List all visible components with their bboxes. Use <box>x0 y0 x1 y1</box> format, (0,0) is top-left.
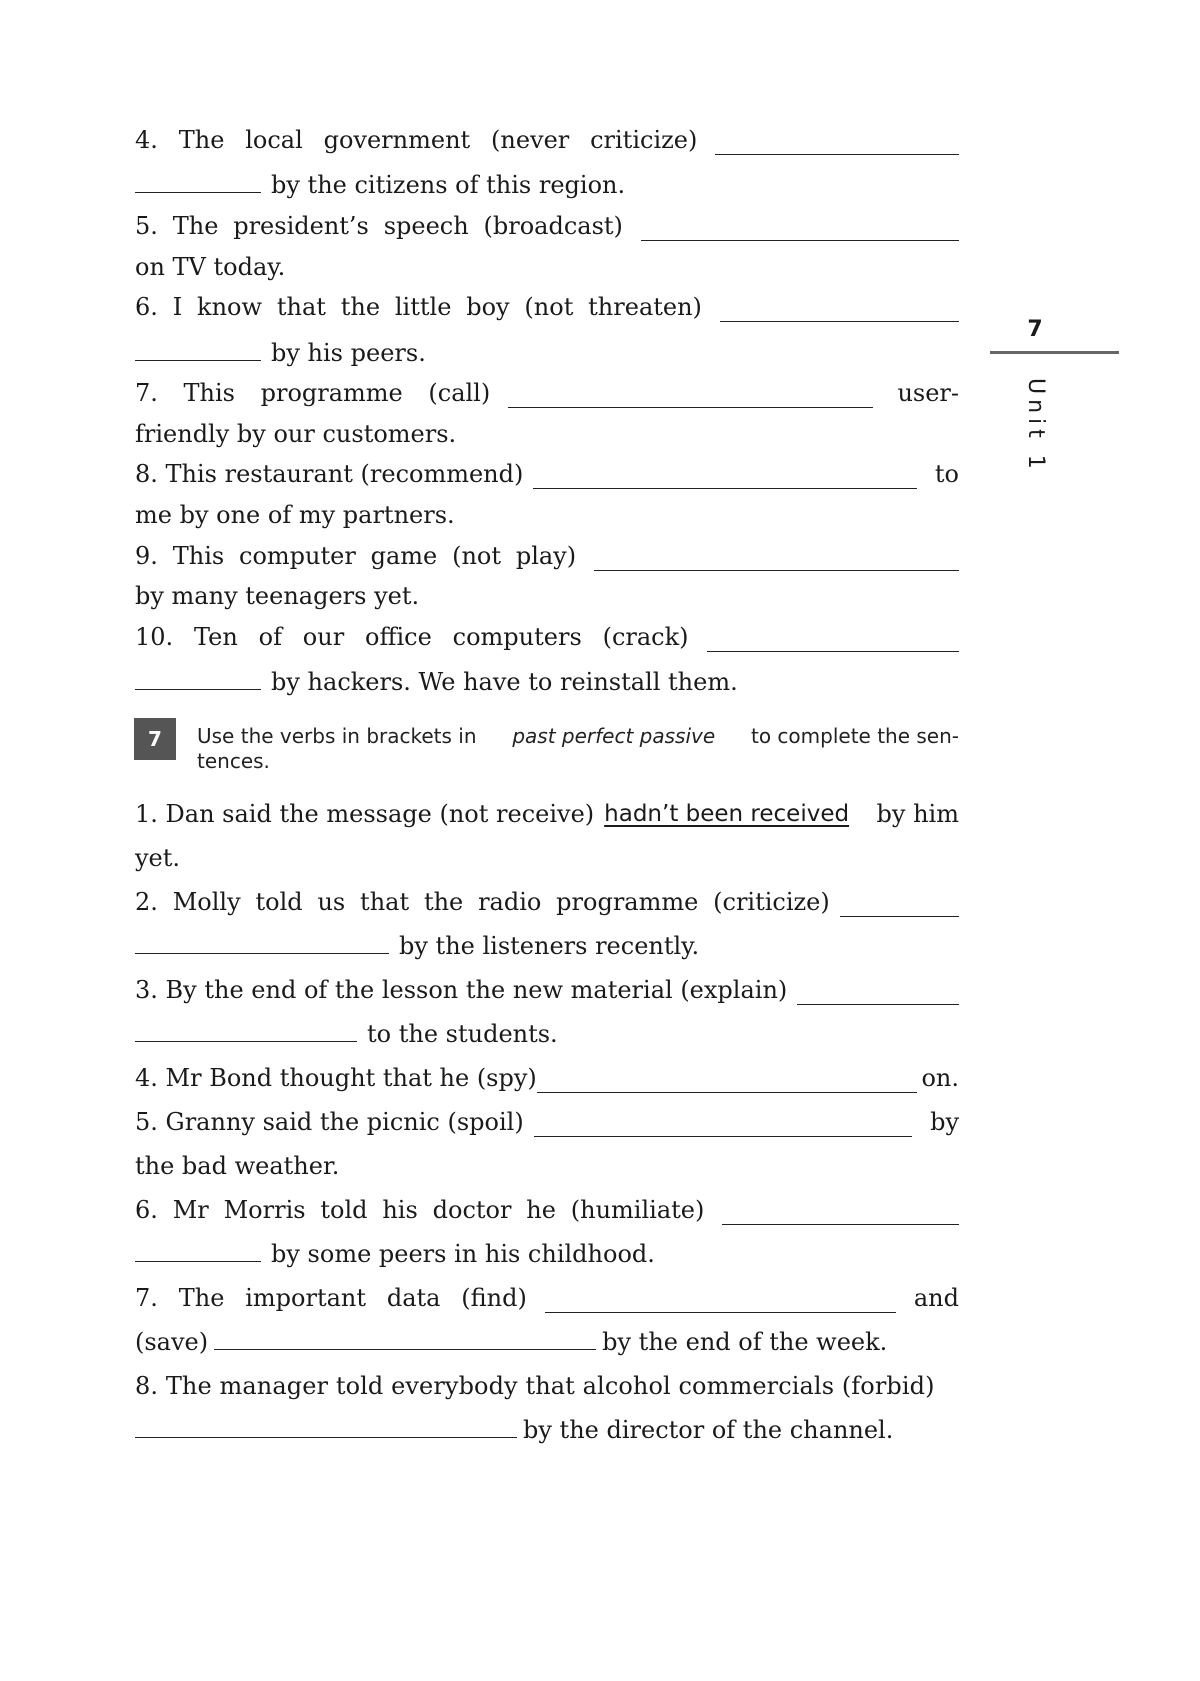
ex6-item-4-rest: by the citizens of this region. <box>271 171 626 199</box>
ex7-item-2-blank2[interactable] <box>135 931 389 954</box>
ex7-item-4-end: on. <box>921 1064 959 1092</box>
ex7-item-2-line1 <box>135 887 959 917</box>
instructions-pre: Use the verbs in brackets in <box>197 724 477 748</box>
ex7-item-4-line1 <box>135 1063 959 1093</box>
ex6-item-9-line1 <box>135 541 959 571</box>
ex6-item-7-blank[interactable] <box>508 385 873 408</box>
ex6-item-8-blank[interactable] <box>533 466 917 489</box>
ex6-item-9-blank[interactable] <box>594 548 959 571</box>
ex6-item-4-blank2[interactable] <box>135 170 261 193</box>
ex7-item-6-blank[interactable] <box>722 1202 959 1225</box>
ex6-item-7-rest: friendly by our customers. <box>135 420 457 448</box>
ex7-item-7-line1 <box>135 1283 959 1313</box>
ex7-item-1-rest: yet. <box>135 844 181 872</box>
ex7-item-7-end: and <box>913 1284 959 1312</box>
ex6-item-10-line1 <box>135 622 959 652</box>
instructions-post: to complete the sen- <box>750 724 959 748</box>
ex6-item-6-blank2[interactable] <box>135 338 261 361</box>
ex7-item-8-rest: by the director of the channel. <box>523 1416 894 1444</box>
ex7-item-2-blank[interactable] <box>840 894 959 917</box>
ex6-item-4-line2 <box>135 170 625 200</box>
ex7-item-8-text: 8. The manager told everybody that alcohol commercials (forbid) <box>135 1372 935 1400</box>
page-number: 7 <box>1027 317 1043 342</box>
ex6-item-9-text: 9. This computer game (not play) <box>135 542 577 570</box>
ex7-item-5-rest: the bad weather. <box>135 1152 340 1180</box>
ex6-item-4-text: 4. The local government (never criticize) <box>135 126 698 154</box>
ex7-item-1-answer: hadn’t been received <box>604 801 850 827</box>
ex7-item-1-line1 <box>135 799 959 829</box>
instructions-tense: past perfect passive <box>512 724 716 748</box>
ex7-item-3-rest: to the students. <box>367 1020 558 1048</box>
instructions-line-2: tences. <box>197 749 270 773</box>
ex7-item-3-text: 3. By the end of the lesson the new material (explain) <box>135 976 788 1004</box>
ex7-item-6-rest: by some peers in his childhood. <box>271 1240 655 1268</box>
ex7-item-3-blank[interactable] <box>797 982 959 1005</box>
ex7-item-1-line2 <box>135 843 180 873</box>
ex7-item-5-blank[interactable] <box>534 1114 912 1137</box>
exercise-instructions <box>197 724 959 774</box>
ex6-item-6-line1 <box>135 292 959 322</box>
ex6-item-4-line1 <box>135 125 959 155</box>
ex6-item-7-line2 <box>135 419 456 449</box>
ex6-item-8-line2 <box>135 500 455 530</box>
ex6-item-5-line1 <box>135 211 959 241</box>
ex6-item-5-rest: on TV today. <box>135 253 286 281</box>
ex6-item-8-text: 8. This restaurant (recommend) <box>135 460 524 488</box>
ex7-item-5-text: 5. Granny said the picnic (spoil) <box>135 1108 524 1136</box>
ex7-item-3-line2 <box>135 1019 558 1049</box>
ex6-item-7-line1 <box>135 378 959 408</box>
ex6-item-5-blank[interactable] <box>641 218 959 241</box>
ex7-item-7-save: (save) <box>135 1328 209 1356</box>
ex6-item-8-line1 <box>135 459 959 489</box>
ex7-item-6-line2 <box>135 1239 655 1269</box>
ex6-item-8-end: to <box>934 460 959 488</box>
ex7-item-5-line1 <box>135 1107 959 1137</box>
ex7-item-4-blank[interactable] <box>537 1070 918 1093</box>
ex7-item-5-line2 <box>135 1151 339 1181</box>
ex7-item-1-end: by him <box>876 800 959 828</box>
ex6-item-5-line2 <box>135 252 285 282</box>
ex7-item-6-text: 6. Mr Morris told his doctor he (humiliate) <box>135 1196 705 1224</box>
ex7-item-7-blank[interactable] <box>545 1290 896 1313</box>
ex6-item-10-blank[interactable] <box>707 629 959 652</box>
ex6-item-5-text: 5. The president’s speech (broadcast) <box>135 212 623 240</box>
ex6-item-7-end: user- <box>897 379 959 407</box>
ex7-item-1-text: 1. Dan said the message (not receive) <box>135 800 595 828</box>
ex7-item-2-text: 2. Molly told us that the radio programme (criticize) <box>135 888 830 916</box>
ex7-item-8-line2 <box>135 1415 893 1445</box>
ex7-item-8-line1 <box>135 1371 959 1401</box>
ex7-item-3-blank2[interactable] <box>135 1019 357 1042</box>
ex7-item-2-rest: by the listeners recently. <box>399 932 700 960</box>
ex6-item-9-line2 <box>135 581 419 611</box>
ex6-item-10-blank2[interactable] <box>135 667 261 690</box>
ex6-item-6-rest: by his peers. <box>271 339 426 367</box>
ex6-item-9-rest: by many teenagers yet. <box>135 582 420 610</box>
ex6-item-6-line2 <box>135 338 426 368</box>
ex6-item-4-blank[interactable] <box>715 132 959 155</box>
unit-label: Unit 1 <box>1023 378 1048 474</box>
ex7-item-2-line2 <box>135 931 699 961</box>
ex6-item-10-text: 10. Ten of our office computers (crack) <box>135 623 689 651</box>
ex7-item-6-blank2[interactable] <box>135 1239 261 1262</box>
ex6-item-6-text: 6. I know that the little boy (not threaten) <box>135 293 702 321</box>
ex7-item-7-text: 7. The important data (find) <box>135 1284 527 1312</box>
instructions-line-1 <box>197 724 959 749</box>
ex6-item-10-rest: by hackers. We have to reinstall them. <box>271 668 738 696</box>
ex7-item-8-blank[interactable] <box>135 1415 517 1438</box>
ex7-item-5-end: by <box>930 1108 959 1136</box>
ex7-item-4-text: 4. Mr Bond thought that he (spy) <box>135 1064 537 1092</box>
ex7-item-3-line1 <box>135 975 959 1005</box>
ex7-item-7-rest: by the end of the week. <box>602 1328 888 1356</box>
ex6-item-7-text: 7. This programme (call) <box>135 379 491 407</box>
exercise-number-badge: 7 <box>134 718 176 760</box>
ex7-item-7-line2 <box>135 1327 887 1357</box>
side-divider <box>990 351 1119 354</box>
ex7-item-7-blank2[interactable] <box>214 1327 596 1350</box>
ex6-item-8-rest: me by one of my partners. <box>135 501 455 529</box>
ex6-item-10-line2 <box>135 667 738 697</box>
ex6-item-6-blank[interactable] <box>720 299 959 322</box>
ex7-item-6-line1 <box>135 1195 959 1225</box>
